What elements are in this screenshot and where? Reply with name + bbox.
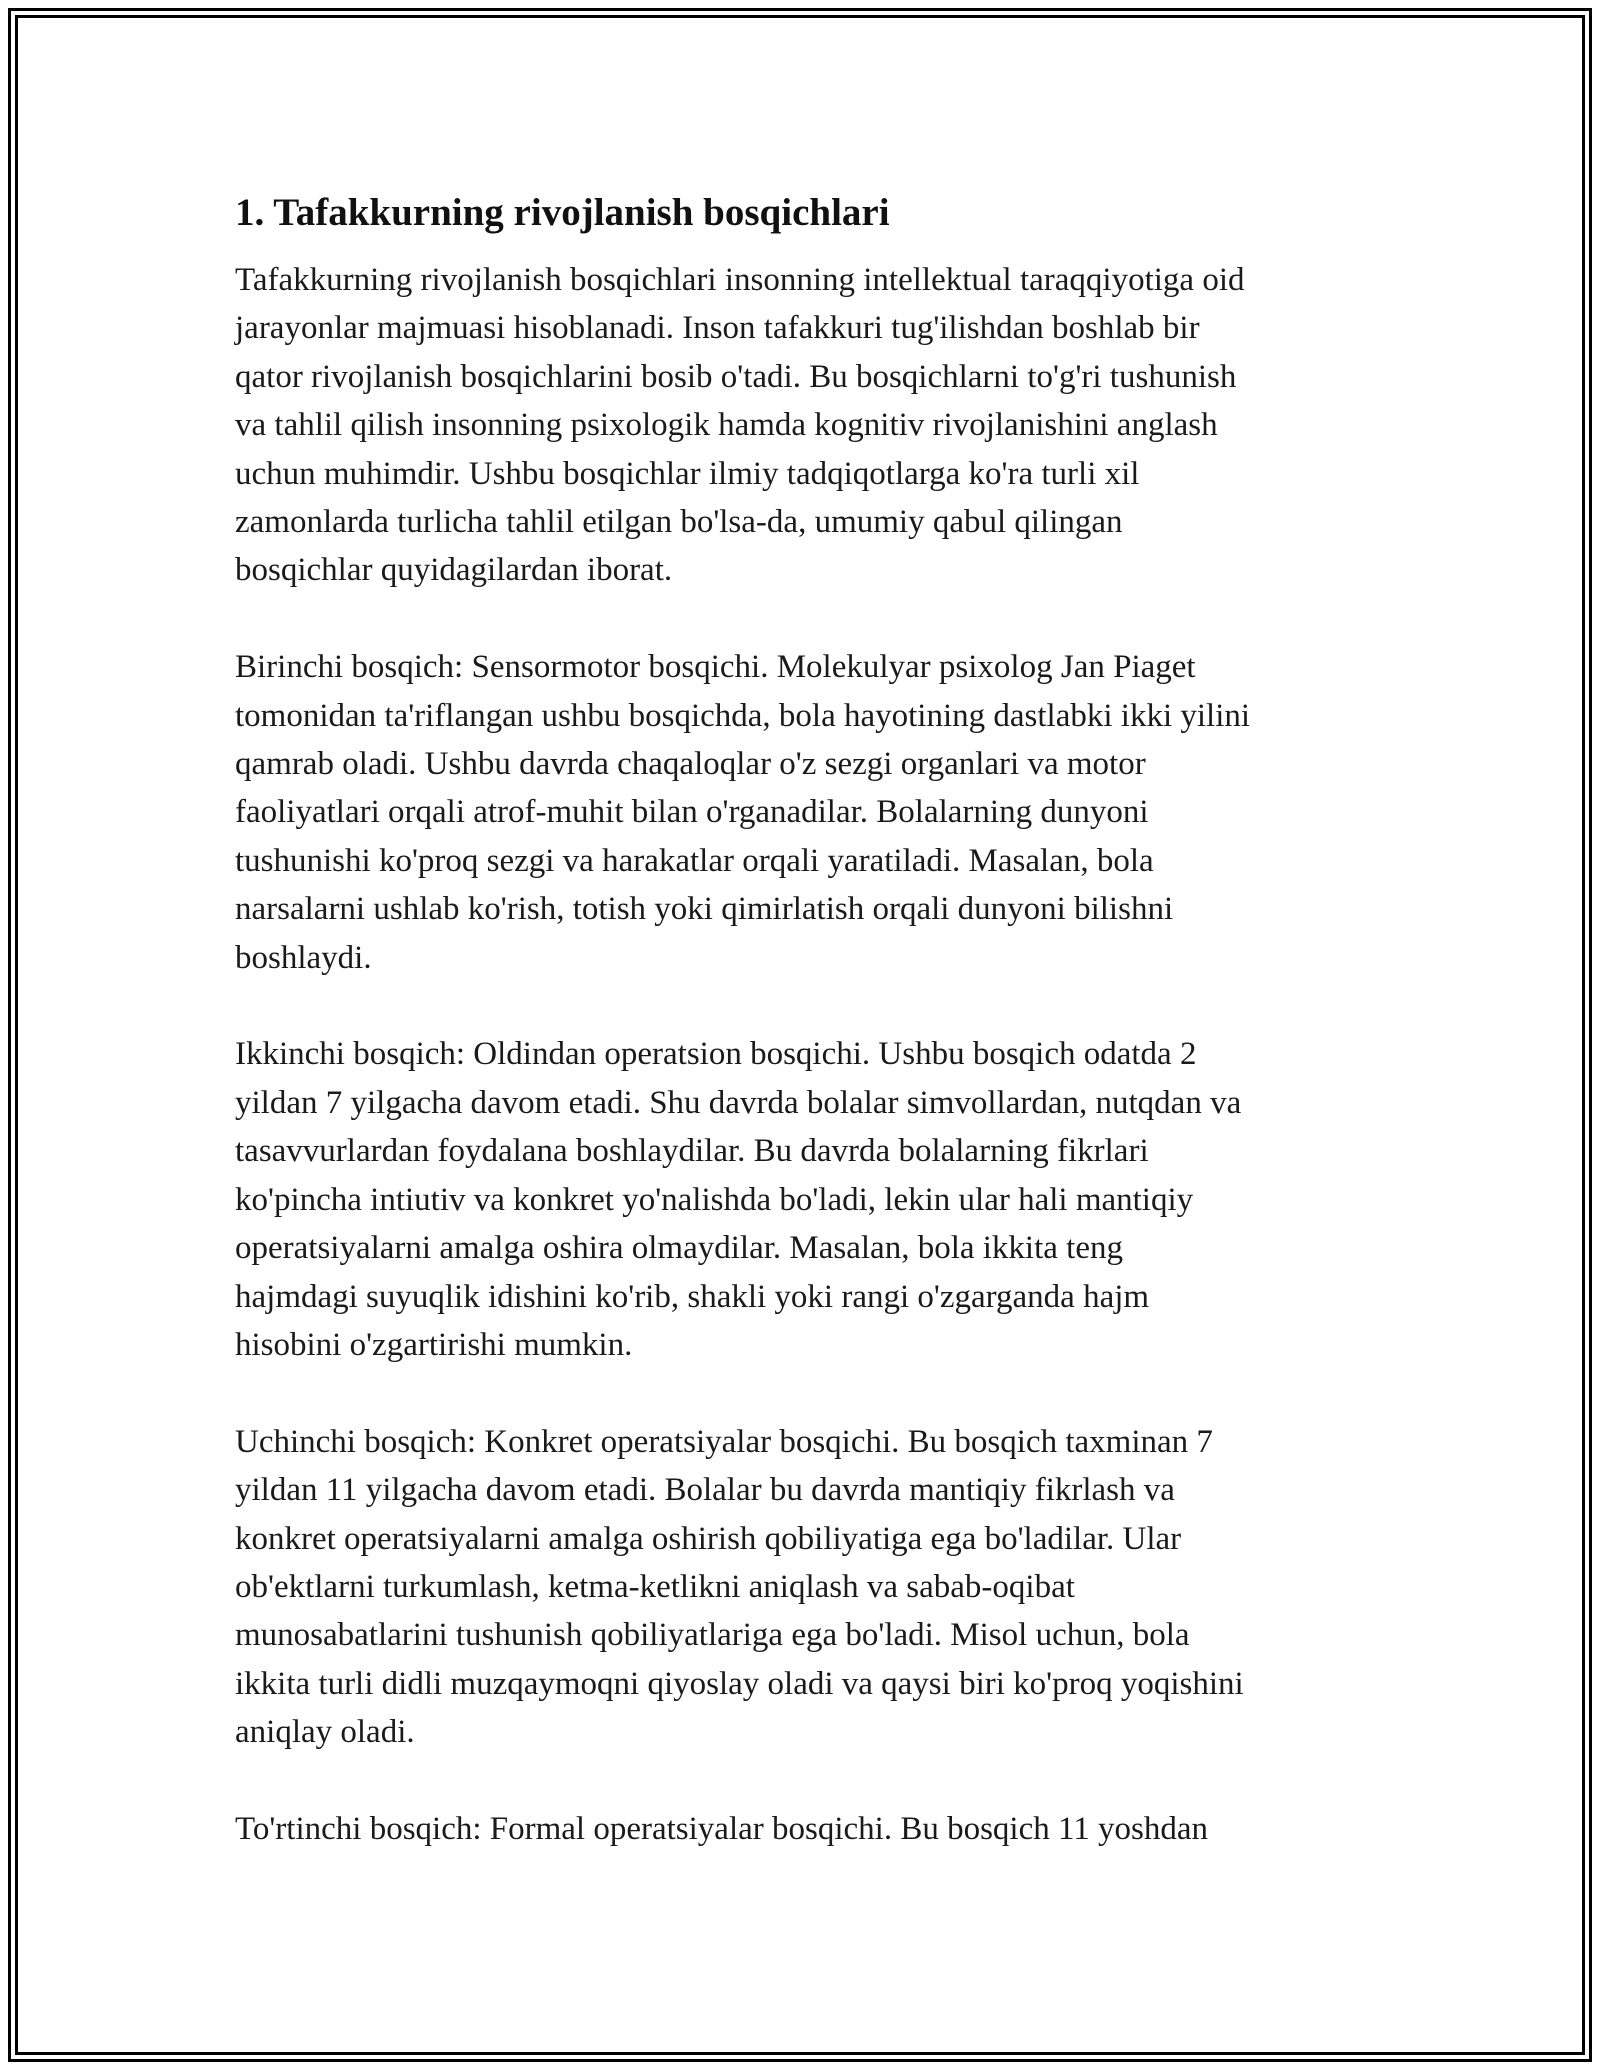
section-heading: 1. Tafakkurning rivojlanish bosqichlari — [235, 191, 890, 234]
text-line: faoliyatlari orqali atrof-muhit bilan o'rganadilar. Bolalarning dunyoni — [235, 794, 1149, 831]
text-line: Tafakkurning rivojlanish bosqichlari insonning intellektual taraqqiyotiga oid — [235, 262, 1245, 298]
text-line: konkret operatsiyalarni amalga oshirish qobiliyatiga ega bo'ladilar. Ular — [235, 1520, 1182, 1557]
text-line: ob'ektlarni turkumlash, ketma-ketlikni aniqlash va sabab-oqibat — [235, 1568, 1075, 1605]
text-line: Ikkinchi bosqich: Oldindan operatsion bosqichi. Ushbu bosqich odatda 2 — [235, 1036, 1197, 1073]
document-body — [235, 188, 1365, 1853]
text-line: boshlaydi. — [235, 939, 372, 976]
text-line: hajmdagi suyuqlik idishini ko'rib, shakli yoki rangi o'zgarganda hajm — [235, 1278, 1150, 1315]
text-line: aniqlay oladi. — [235, 1714, 415, 1751]
paragraph-stage-3 — [235, 1418, 1365, 1757]
text-line: uchun muhimdir. Ushbu bosqichlar ilmiy tadqiqotlarga ko'ra turli xil — [235, 455, 1140, 492]
text-line: qamrab oladi. Ushbu davrda chaqaloqlar o'z sezgi organlari va motor — [235, 746, 1146, 783]
text-line: tasavvurlardan foydalana boshlaydilar. Bu davrda bolalarning fikrlari — [235, 1133, 1149, 1170]
text-line: munosabatlarini tushunish qobiliyatlariga ega bo'ladi. Misol uchun, bola — [235, 1617, 1190, 1654]
text-line: ikkita turli didli muzqaymoqni qiyoslay oladi va qaysi biri ko'proq yoqishini — [235, 1665, 1244, 1702]
text-line: tomonidan ta'riflangan ushbu bosqichda, bola hayotining dastlabki ikki yilini — [235, 697, 1251, 734]
text-line: tushunishi ko'proq sezgi va harakatlar orqali yaratiladi. Masalan, bola — [235, 842, 1154, 879]
paragraph-stage-4 — [235, 1805, 1365, 1853]
text-line: Birinchi bosqich: Sensormotor bosqichi. Molekulyar psixolog Jan Piaget — [235, 649, 1196, 686]
text-line: jarayonlar majmuasi hisoblanadi. Inson tafakkuri tug'ilishdan boshlab bir — [235, 310, 1200, 347]
text-line: Uchinchi bosqich: Konkret operatsiyalar bosqichi. Bu bosqich taxminan 7 — [235, 1423, 1213, 1460]
text-line: operatsiyalarni amalga oshira olmaydilar. Masalan, bola ikkita teng — [235, 1230, 1123, 1267]
text-line: qator rivojlanish bosqichlarini bosib o'tadi. Bu bosqichlarni to'g'ri tushunish — [235, 358, 1237, 395]
text-line: yildan 11 yilgacha davom etadi. Bolalar bu davrda mantiqiy fikrlash va — [235, 1472, 1175, 1509]
text-line: hisobini o'zgartirishi mumkin. — [235, 1326, 633, 1363]
text-line: narsalarni ushlab ko'rish, totish yoki qimirlatish orqali dunyoni bilishni — [235, 891, 1174, 928]
text-line: bosqichlar quyidagilardan iborat. — [235, 552, 673, 589]
text-line: yildan 7 yilgacha davom etadi. Shu davrda bolalar simvollardan, nutqdan va — [235, 1084, 1242, 1121]
text-line: ko'pincha intiutiv va konkret yo'nalishda bo'ladi, lekin ular hali mantiqiy — [235, 1181, 1194, 1218]
text-line: va tahlil qilish insonning psixologik hamda kognitiv rivojlanishini anglash — [235, 407, 1218, 444]
text-line: To'rtinchi bosqich: Formal operatsiyalar bosqichi. Bu bosqich 11 yoshdan — [235, 1810, 1209, 1847]
paragraph-stage-2 — [235, 1030, 1365, 1369]
paragraph-intro — [235, 256, 1365, 595]
paragraph-stage-1 — [235, 643, 1365, 982]
text-line: zamonlarda turlicha tahlil etilgan bo'lsa-da, umumiy qabul qilingan — [235, 504, 1123, 541]
